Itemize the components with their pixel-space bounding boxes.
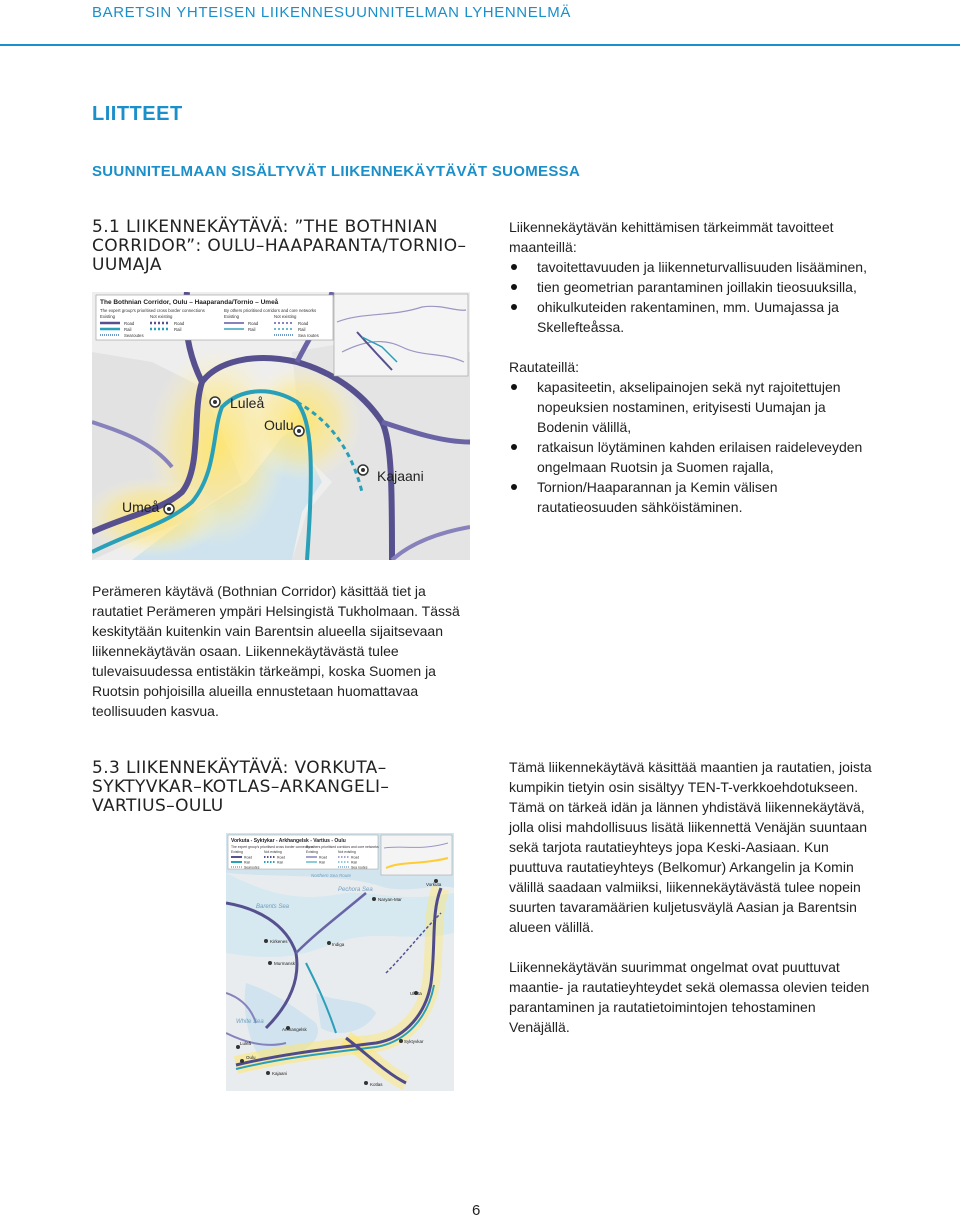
list-item: Tornion/Haaparannan ja Kemin välisen rautatieosuuden sähköistäminen.: [509, 477, 879, 517]
city-marker-syktyvkar: [399, 1039, 403, 1043]
corridor-51-description: [92, 581, 462, 721]
city-label-umea: Umeå: [122, 499, 160, 515]
label-barents-sea: Barents Sea: [256, 904, 290, 910]
legend-rail-d: Rail: [298, 327, 306, 332]
city-label-ukhta: Ukhta: [410, 991, 422, 996]
city-label-indiga: Indiga: [332, 942, 345, 947]
legend-rail-b: Rail: [174, 327, 182, 332]
legend-not-existing-right: Not existing: [274, 314, 297, 319]
legend-title: The Bothnian Corridor, Oulu – Haaparanda/Tornio – Umeå: [100, 299, 279, 306]
legend-title: Vorkuta - Syktykar - Arkhangelsk - Vartius - Oulu: [231, 838, 346, 844]
legend-road: Road: [244, 855, 253, 860]
legend-rail-d: Rail: [351, 860, 357, 865]
legend-right-heading: By others prioritised corridors and core networks: [224, 308, 317, 313]
legend-sea-routes: Sea routes: [351, 865, 368, 870]
city-label-lulea: Luleå: [240, 1041, 252, 1046]
section-subheading: SUUNNITELMAAN SISÄLTYVÄT LIIKENNEKÄYTÄVÄT SUOMESSA: [92, 163, 581, 180]
city-label-oulu: Oulu: [264, 417, 294, 433]
description-text: Perämeren käytävä (Bothnian Corridor) käsittää tiet ja rautatiet Perämeren ympäri Helsingistä Tukholmaan. Tässä keskitytään kuitenkin vain Barentsin alueella sijaitsevaan liikennekäytävän osaan. Liikennekäytävästä tulee tulevaisuudessa entistäkin tärkeämpi, koska Suomen ja Ruotsin pohjoisilla alueilla ennustetaan huomattavaa teollisuuden kasvua.: [92, 583, 460, 719]
running-header: BARETSIN YHTEISEN LIIKENNESUUNNITELMAN LYHENNELMÄ: [92, 4, 571, 21]
legend-rail-b: Rail: [277, 860, 283, 865]
legend-existing-right: Existing: [306, 850, 318, 854]
corridor-51-goals: [509, 217, 879, 517]
header-rule: [0, 44, 960, 46]
label-white-sea: White Sea: [236, 1019, 264, 1025]
road-goals-list: [509, 257, 879, 337]
city-label-kajaani: Kajaani: [272, 1071, 288, 1076]
legend-existing: Existing: [100, 314, 116, 319]
list-item: ratkaisun löytäminen kahden erilaisen raideleveyden ongelmaan Ruotsin ja Suomen rajalla,: [509, 437, 879, 477]
bothnian-corridor-map: [92, 292, 470, 560]
city-label-oulu: Oulu: [246, 1055, 256, 1060]
legend-road-b: Road: [277, 855, 286, 860]
legend-rail: Rail: [124, 327, 132, 332]
legend-road-d: Road: [351, 855, 360, 860]
city-label-murmansk: Murmansk: [274, 961, 296, 966]
legend-sea-routes: Sea routes: [298, 333, 319, 338]
label-pechora-sea: Pechora Sea: [338, 887, 373, 893]
city-label-vorkuta: Vorkuta: [426, 882, 442, 887]
legend-left-heading: The expert group’s prioritised cross border connections: [100, 308, 205, 313]
city-marker-kotlas: [364, 1081, 368, 1085]
city-label-lulea: Luleå: [230, 395, 265, 411]
legend-left-heading: The expert group’s prioritised cross border connections: [231, 845, 314, 849]
section-heading: LIITTEET: [92, 103, 183, 125]
city-marker-oulu: [240, 1059, 244, 1063]
inset-overview-map: [334, 294, 468, 376]
legend-road-c: Road: [319, 855, 328, 860]
legend-rail-c: Rail: [319, 860, 325, 865]
city-marker-kirkenes: [264, 939, 268, 943]
corridor-51-title: 5.1 LIIKENNEKÄYTÄVÄ: ”THE BOTHNIAN CORRIDOR”: OULU–HAAPARANTA/TORNIO– UUMAJA: [92, 217, 467, 275]
rail-goals-list: [509, 377, 879, 517]
legend-sea: Searoutes: [124, 333, 144, 338]
city-label-kajaani: Kajaani: [377, 468, 424, 484]
city-label-naryan-mar: Naryan-Mar: [378, 897, 402, 902]
city-label-syktyvkar: Syktyvkar: [404, 1039, 424, 1044]
city-marker-murmansk: [268, 961, 272, 965]
corridor-53-title: 5.3 LIIKENNEKÄYTÄVÄ: VORKUTA– SYKTYVKAR–KOTLAS–ARKANGELI– VARTIUS–OULU: [92, 758, 390, 816]
list-item: tavoitettavuuden ja liikenneturvallisuuden lisääminen,: [509, 257, 879, 277]
legend-road: Road: [124, 321, 135, 326]
legend-not-existing: Not existing: [264, 850, 282, 854]
legend-rail-c: Rail: [248, 327, 256, 332]
legend-road-d: Road: [298, 321, 309, 326]
vorkuta-corridor-map: [226, 833, 454, 1091]
corridor-53-paragraph-2: Liikennekäytävän suurimmat ongelmat ovat puuttuvat maantie- ja rautatieyhteydet sekä olemassa olevien teiden parantaminen ja rautatietoimintojen tehostaminen Venäjällä.: [509, 959, 870, 1035]
rail-goals-intro: Rautateillä:: [509, 359, 580, 375]
city-label-kotlas: Kotlas: [370, 1082, 383, 1087]
legend-existing-right: Existing: [224, 314, 240, 319]
inset-overview-map: [381, 835, 452, 875]
road-goals-intro: Liikennekäytävän kehittämisen tärkeimmät tavoitteet maanteillä:: [509, 219, 834, 255]
corridor-53-text: [509, 757, 879, 1037]
legend-road-c: Road: [248, 321, 259, 326]
legend-not-existing-right: Not existing: [338, 850, 356, 854]
legend-right-heading: By others prioritised corridors and core networks: [306, 845, 379, 849]
city-marker-kajaani: [266, 1071, 270, 1075]
legend-not-existing: Not existing: [150, 314, 173, 319]
legend-existing: Existing: [231, 850, 243, 854]
list-item: kapasiteetin, akselipainojen sekä nyt rajoitettujen nopeuksien nostaminen, erityisesti Uumajan ja Bodenin välillä,: [509, 377, 879, 437]
legend-rail: Rail: [244, 860, 250, 865]
list-item: ohikulkuteiden rakentaminen, mm. Uumajassa ja Skellefteåssa.: [509, 297, 879, 337]
list-item: tien geometrian parantaminen joillakin tieosuuksilla,: [509, 277, 879, 297]
corridor-53-paragraph-1: Tämä liikennekäytävä käsittää maantien ja rautatien, joista kumpikin tietyin osin sisältyy TEN-T-verkkoehdotukseen. Tämä on tärkeä idän ja lännen yhdistävä liikennekäytävä, jolla olisi mahdollisuus lisätä liikennettä Venäjän suuntaan sekä tarjota rautatieyhteys jopa Keski-Aasiaan. Kun puuttuva rautatieyhteys (Belkomur) Arkangelin ja Komin välillä saadaan valmiiksi, liikennekäytävästä tulee nopein suurten tavaramäärien kuljetusväylä Aasian ja Barentsin alueen välillä.: [509, 759, 872, 935]
label-northern-sea-route: Northern Sea Route: [311, 873, 352, 878]
city-label-kirkenes: Kirkenes: [270, 939, 288, 944]
page-number: 6: [472, 1202, 481, 1219]
legend-road-b: Road: [174, 321, 185, 326]
legend-sea: Searoutes: [244, 865, 260, 870]
city-label-arkhangelsk: Arkhangelsk: [282, 1027, 307, 1032]
city-marker-indiga: [327, 941, 331, 945]
city-marker-naryan-mar: [372, 897, 376, 901]
